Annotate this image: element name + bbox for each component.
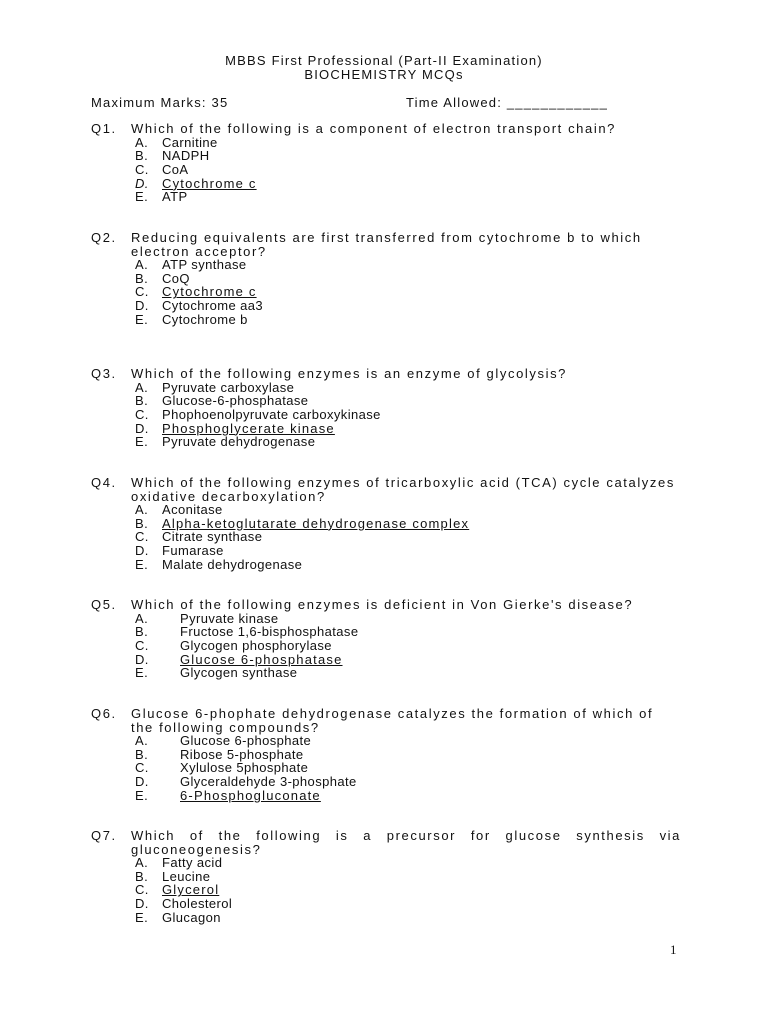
question-text: Which of the following is a component of electron transport chain? — [131, 121, 616, 136]
option-c — [91, 639, 681, 653]
option-letter: A. — [135, 733, 149, 748]
option-text: Glycogen phosphorylase — [180, 637, 332, 653]
option-text: Glyceraldehyde 3-phosphate — [180, 774, 357, 790]
option-text: Fumarase — [162, 543, 224, 559]
option-text-answer: 6-Phosphogluconate — [180, 787, 321, 803]
option-text: CoA — [162, 161, 189, 177]
option-e — [91, 190, 681, 204]
question-number: Q1. — [91, 121, 117, 136]
option-letter: D. — [135, 774, 149, 790]
option-e — [91, 313, 681, 327]
option-text: Ribose 5-phosphate — [180, 746, 304, 762]
option-text: Xylulose 5phosphate — [180, 760, 309, 776]
time-allowed: Time Allowed: ____________ — [406, 95, 609, 110]
exam-title: MBBS First Professional (Part-II Examination) — [225, 53, 543, 68]
question-number: Q3. — [91, 366, 117, 381]
option-text-answer: Glucose 6-phosphatase — [180, 651, 343, 667]
option-text-answer: Cytochrome c — [162, 175, 257, 191]
option-d — [91, 897, 681, 911]
option-c — [91, 163, 681, 177]
option-letter: D. — [135, 298, 149, 314]
option-letter: C. — [135, 529, 149, 545]
option-letter: D. — [135, 175, 149, 191]
option-letter: C. — [135, 284, 149, 300]
option-letter: C. — [135, 406, 149, 422]
option-letter: A. — [135, 855, 149, 870]
option-letter: B. — [135, 515, 149, 531]
option-letter: A. — [135, 134, 149, 150]
option-text: Pyruvate carboxylase — [162, 379, 295, 395]
option-letter: A. — [135, 502, 149, 517]
option-text: Leucine — [162, 868, 211, 884]
option-letter: A. — [135, 379, 149, 395]
option-a — [91, 503, 681, 517]
option-b — [91, 625, 681, 639]
option-text: Pyruvate dehydrogenase — [162, 434, 316, 450]
option-text: Fatty acid — [162, 855, 223, 870]
option-e — [91, 911, 681, 925]
option-letter: D. — [135, 896, 149, 912]
option-letter: A. — [135, 610, 149, 626]
option-text-answer: Cytochrome c — [162, 284, 257, 300]
option-letter: E. — [135, 556, 149, 572]
question-text: Reducing equivalents are first transferred from cytochrome b to which electron acceptor? — [131, 230, 642, 259]
option-c — [91, 285, 681, 299]
option-a — [91, 136, 681, 150]
question-text: Which of the following enzymes of tricarboxylic acid (TCA) cycle catalyzes oxidative decarboxylation? — [131, 475, 675, 504]
question-number: Q2. — [91, 230, 117, 245]
option-text: Fructose 1,6-bisphosphatase — [180, 624, 359, 640]
option-letter: D. — [135, 543, 149, 559]
option-e — [91, 789, 681, 803]
option-letter: B. — [135, 270, 149, 286]
option-b — [91, 272, 681, 286]
question-3 — [91, 367, 681, 449]
question-5 — [91, 598, 681, 680]
option-c — [91, 883, 681, 897]
question-6 — [91, 707, 681, 803]
option-letter: B. — [135, 868, 149, 884]
option-text: NADPH — [162, 148, 210, 164]
question-number: Q4. — [91, 475, 117, 490]
option-text: CoQ — [162, 270, 190, 286]
option-text: Phophoenolpyruvate carboxykinase — [162, 406, 381, 422]
option-letter: E. — [135, 434, 149, 450]
option-text: Cytochrome aa3 — [162, 298, 263, 314]
question-text: Which of the following enzymes is deficient in Von Gierke's disease? — [131, 597, 634, 612]
option-letter: E. — [135, 909, 149, 925]
question-1 — [91, 122, 681, 204]
question-4 — [91, 476, 681, 572]
option-text: Malate dehydrogenase — [162, 556, 303, 572]
option-b — [91, 748, 681, 762]
option-letter: E. — [135, 189, 149, 205]
option-text-answer: Glycerol — [162, 882, 220, 898]
option-letter: E. — [135, 665, 149, 681]
option-text: Pyruvate kinase — [180, 610, 279, 626]
question-number: Q5. — [91, 597, 117, 612]
option-letter: C. — [135, 882, 149, 898]
question-7 — [91, 829, 681, 925]
question-number: Q7. — [91, 828, 117, 843]
option-c — [91, 761, 681, 775]
option-letter: B. — [135, 746, 149, 762]
option-b — [91, 149, 681, 163]
option-text: Aconitase — [162, 502, 223, 517]
option-text: ATP synthase — [162, 257, 247, 272]
option-a — [91, 612, 681, 626]
option-e — [91, 666, 681, 680]
option-text: Glucagon — [162, 909, 221, 925]
option-a — [91, 258, 681, 272]
option-letter: C. — [135, 637, 149, 653]
question-text: Which of the following enzymes is an enzyme of glycolysis? — [131, 366, 568, 381]
option-letter: B. — [135, 393, 149, 409]
option-text: Citrate synthase — [162, 529, 263, 545]
option-text: Cholesterol — [162, 896, 233, 912]
option-text: Glucose 6-phosphate — [180, 733, 312, 748]
option-text-answer: Alpha-ketoglutarate dehydrogenase complex — [162, 515, 470, 531]
question-2 — [91, 231, 681, 327]
option-text-answer: Phosphoglycerate kinase — [162, 420, 335, 436]
option-d — [91, 299, 681, 313]
option-d — [91, 544, 681, 558]
option-a — [91, 856, 681, 870]
option-text: Carnitine — [162, 134, 218, 150]
option-b — [91, 394, 681, 408]
option-letter: D. — [135, 420, 149, 436]
option-letter: B. — [135, 624, 149, 640]
option-text: ATP — [162, 189, 188, 205]
option-text: Glycogen synthase — [180, 665, 298, 681]
option-letter: A. — [135, 257, 149, 272]
option-letter: B. — [135, 148, 149, 164]
option-letter: E. — [135, 311, 149, 327]
option-d — [91, 422, 681, 436]
option-c — [91, 530, 681, 544]
maximum-marks: Maximum Marks: 35 — [91, 95, 229, 110]
option-text: Glucose-6-phosphatase — [162, 393, 309, 409]
option-letter: C. — [135, 161, 149, 177]
question-text: Glucose 6-phophate dehydrogenase catalyzes the formation of which of the following compounds? — [131, 706, 654, 735]
option-letter: C. — [135, 760, 149, 776]
option-a — [91, 734, 681, 748]
option-b — [91, 870, 681, 884]
question-text: Which of the following is a precursor for glucose synthesis via gluconeogenesis? — [131, 828, 681, 857]
option-b — [91, 517, 681, 531]
option-d — [91, 653, 681, 667]
question-number: Q6. — [91, 706, 117, 721]
option-e — [91, 435, 681, 449]
option-a — [91, 381, 681, 395]
option-letter: D. — [135, 651, 149, 667]
page-number: 1 — [670, 942, 677, 957]
option-d — [91, 177, 681, 191]
option-c — [91, 408, 681, 422]
exam-subtitle: BIOCHEMISTRY MCQs — [304, 67, 464, 82]
option-d — [91, 775, 681, 789]
option-e — [91, 558, 681, 572]
option-text: Cytochrome b — [162, 311, 248, 327]
option-letter: E. — [135, 787, 149, 803]
